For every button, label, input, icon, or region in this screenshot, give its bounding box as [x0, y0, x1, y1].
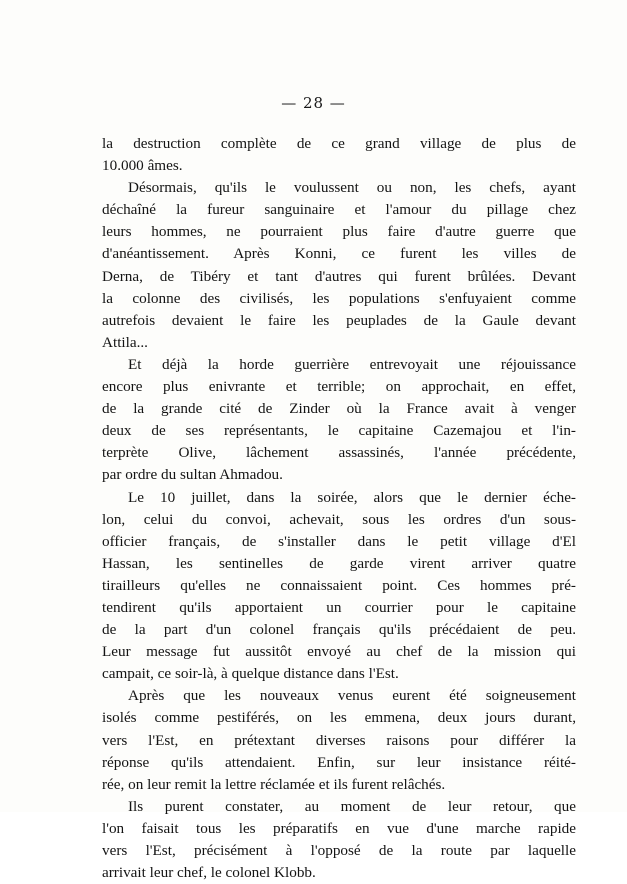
page-number: — 28 — [281, 94, 346, 112]
text-line: deux de ses représentants, le capitaine Cazemajou et l'in- [102, 422, 576, 440]
text-line: tirailleurs qu'elles ne connaissaient point. Ces hommes pré- [102, 576, 576, 594]
text-line: d'anéantissement. Après Konni, ce furent les villes de [102, 245, 576, 263]
text-line: déchaîné la fureur sanguinaire et l'amour du pillage chez [102, 201, 576, 219]
text-line: Et déjà la horde guerrière entrevoyait une réjouissance [128, 355, 576, 373]
body-text [102, 133, 576, 884]
text-line: Ils purent constater, au moment de leur retour, que [128, 797, 576, 815]
text-line: lon, celui du convoi, achevait, sous les ordres d'un sous- [102, 510, 576, 528]
text-line: Leur message fut aussitôt envoyé au chef de la mission qui [102, 643, 576, 661]
text-line: arrivait leur chef, le colonel Klobb. [102, 864, 316, 882]
text-line: officier français, de s'installer dans le petit village d'El [102, 532, 576, 550]
text-line: vers l'Est, en prétextant diverses raisons pour différer la [102, 731, 576, 749]
text-line: rée, on leur remit la lettre réclamée et ils furent relâchés. [102, 775, 446, 793]
paragraph [102, 685, 576, 795]
text-line: isolés comme pestiférés, on les emmena, deux jours durant, [102, 709, 576, 727]
text-line: autrefois devaient le faire les peuplades de la Gaule devant [102, 311, 576, 329]
paragraph [102, 133, 576, 177]
text-line: Derna, de Tibéry et tant d'autres qui furent brûlées. Devant [102, 267, 576, 285]
text-line: de la part d'un colonel français qu'ils précédaient de peu. [102, 621, 576, 639]
text-line: Désormais, qu'ils le voulussent ou non, les chefs, ayant [128, 179, 576, 197]
text-line: terprète Olive, lâchement assassinés, l'année précédente, [102, 444, 576, 462]
text-line: Attila... [102, 333, 148, 351]
text-line: Après que les nouveaux venus eurent été soigneusement [128, 687, 576, 705]
paragraph [102, 354, 576, 487]
text-line: campait, ce soir-là, à quelque distance dans l'Est. [102, 665, 399, 683]
text-line: vers l'Est, précisément à l'opposé de la route par laquelle [102, 842, 576, 859]
paragraph [102, 796, 576, 884]
text-line: l'on faisait tous les préparatifs en vue d'une marche rapide [102, 819, 576, 837]
text-line: Le 10 juillet, dans la soirée, alors que le dernier éche- [128, 488, 576, 506]
text-line: Hassan, les sentinelles de garde virent arriver quatre [102, 554, 576, 572]
text-line: réponse qu'ils attendaient. Enfin, sur leur insistance réité- [102, 753, 576, 771]
text-line: la destruction complète de ce grand village de plus de [102, 135, 576, 152]
text-line: tendirent qu'ils apportaient un courrier pour le capitaine [102, 598, 576, 616]
text-line: 10.000 âmes. [102, 157, 183, 175]
text-line: leurs hommes, ne pourraient plus faire d'autre guerre que [102, 223, 576, 241]
text-line: par ordre du sultan Ahmadou. [102, 466, 283, 484]
paragraph [102, 487, 576, 686]
paragraph [102, 177, 576, 354]
text-line: la colonne des civilisés, les populations s'enfuyaient comme [102, 289, 576, 307]
text-line: encore plus enivrante et terrible; on approchait, en effet, [102, 378, 576, 396]
text-line: de la grande cité de Zinder où la France avait à venger [102, 400, 576, 418]
